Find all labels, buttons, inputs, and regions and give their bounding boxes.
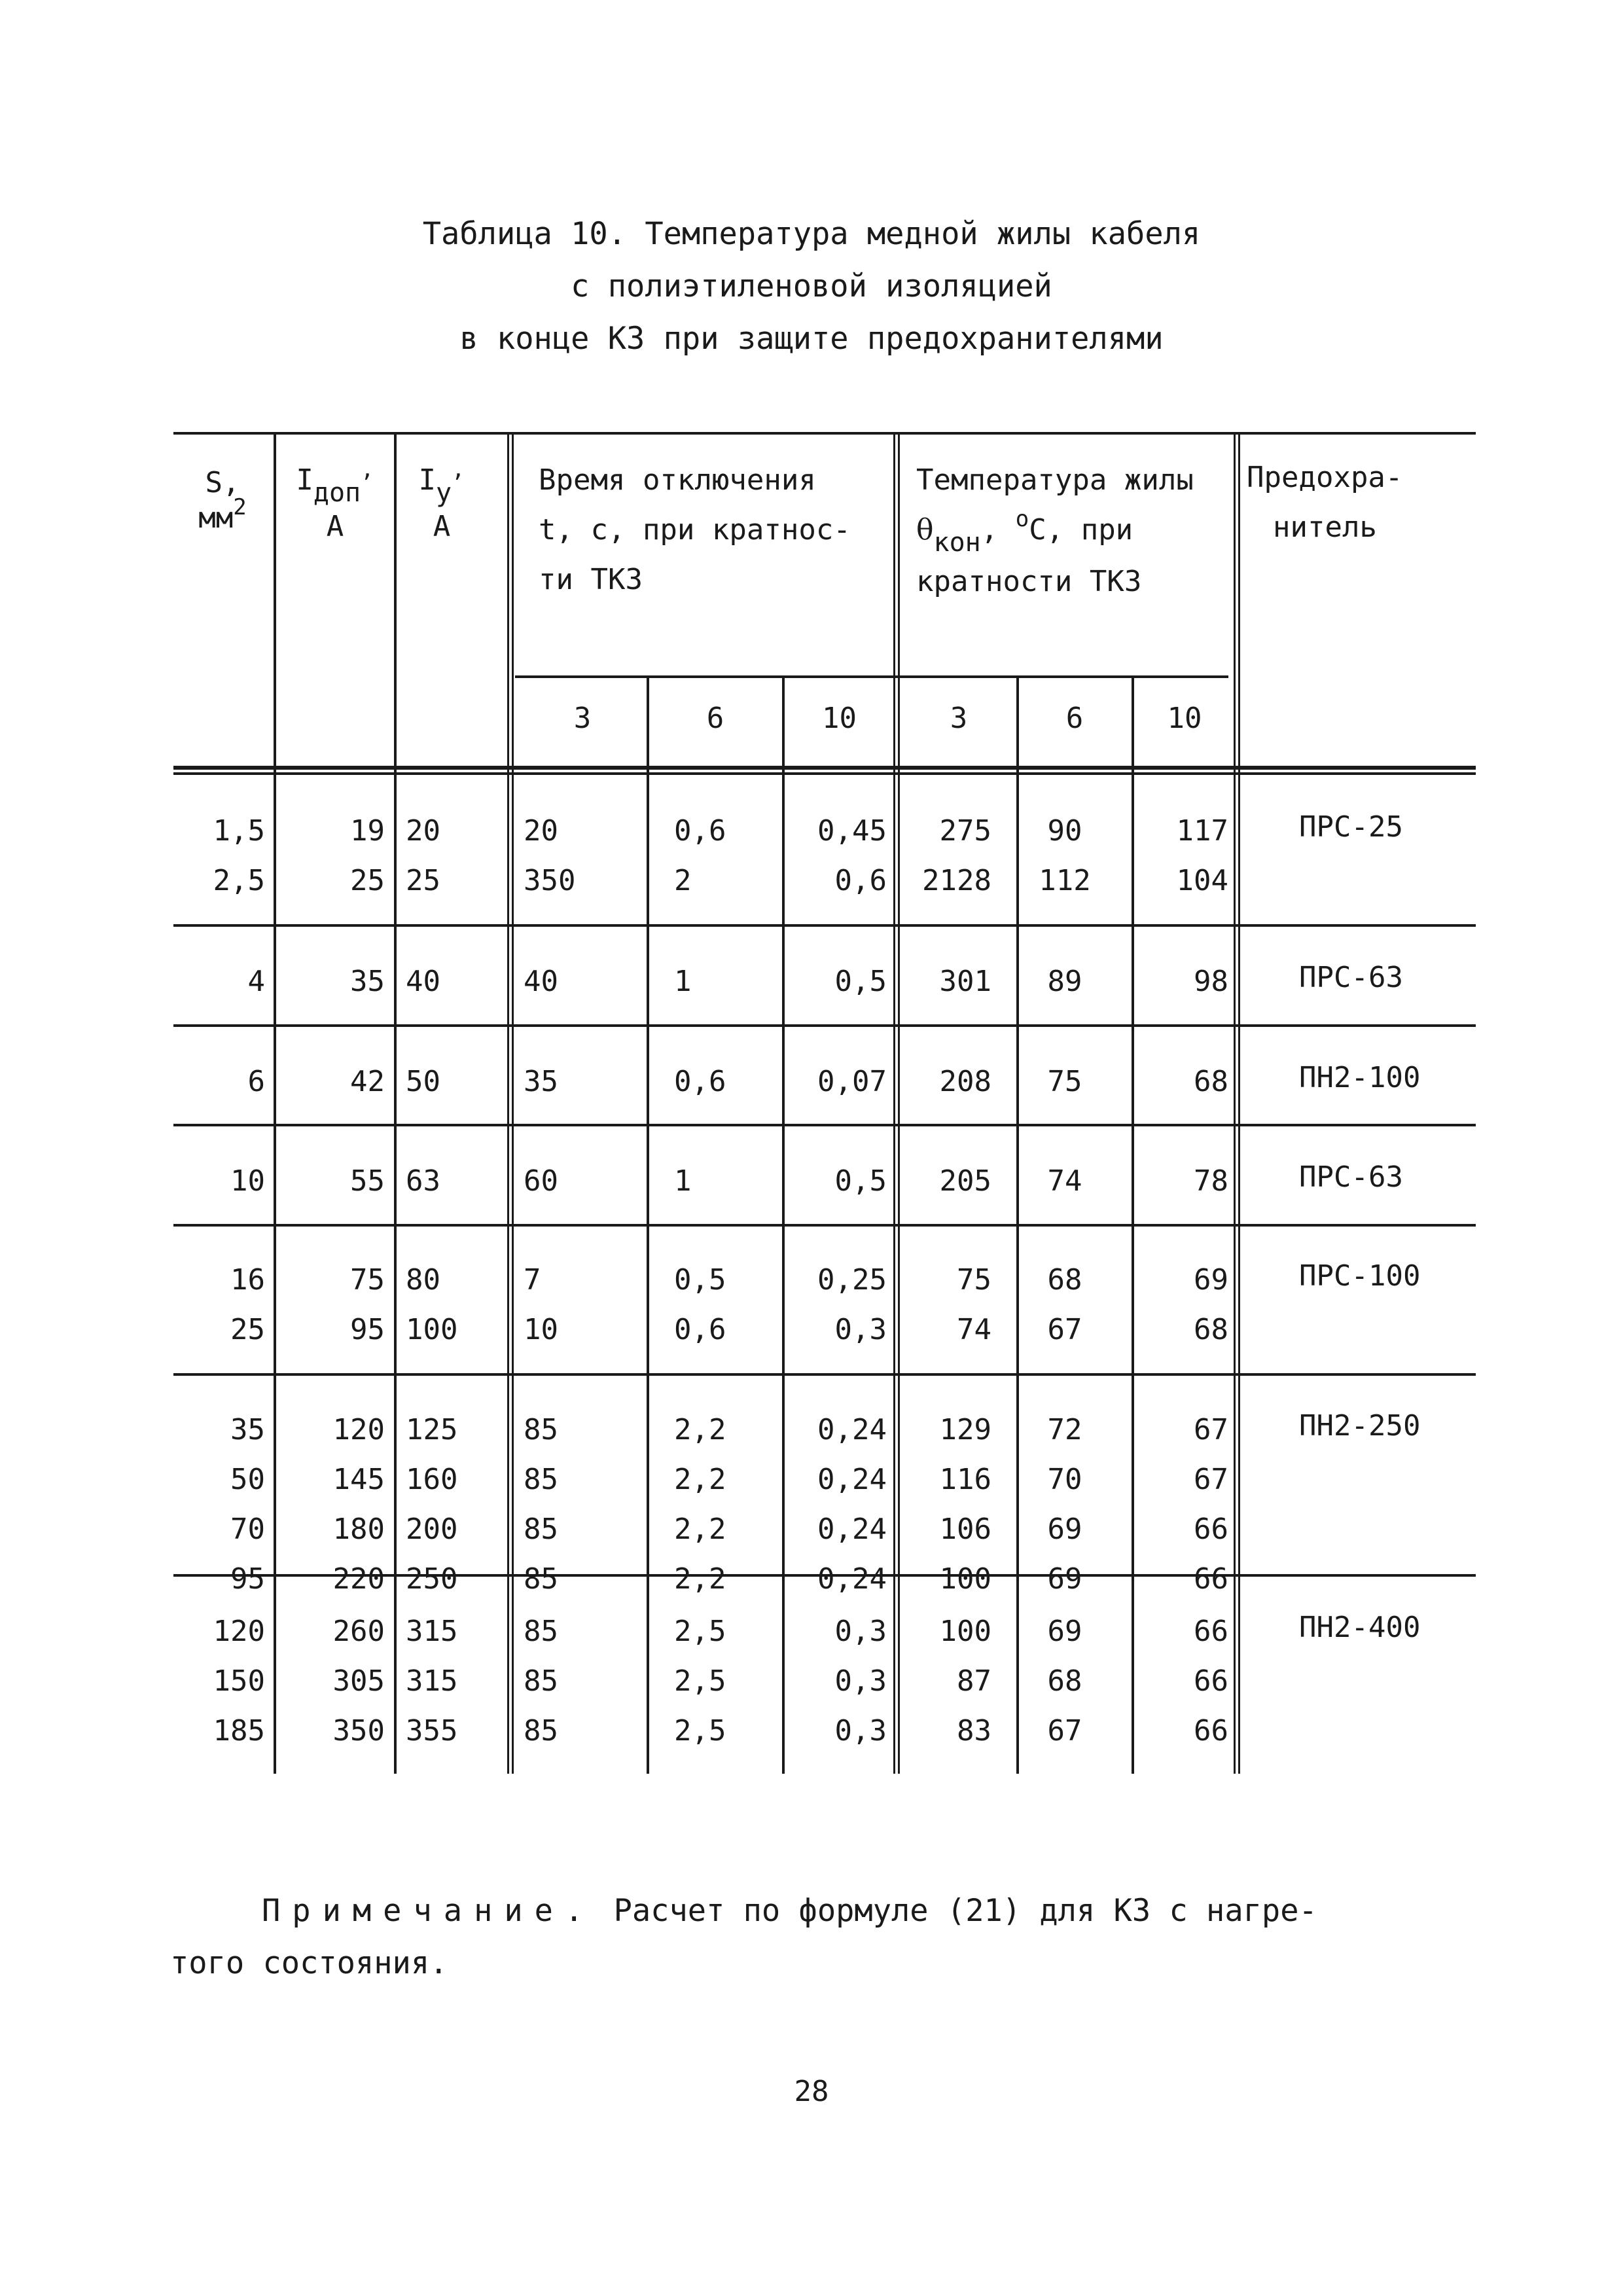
cell-th3: 83: [957, 1714, 991, 1748]
cell-t6: 2,2: [674, 1513, 726, 1546]
header-temp-line-3: кратности ТКЗ: [916, 565, 1142, 598]
cell-idop: 260: [332, 1615, 385, 1648]
cell-iy: 20: [406, 814, 440, 848]
cell-th10: 66: [1194, 1513, 1228, 1546]
cell-th6: 90: [1047, 814, 1082, 848]
cell-t10: 0,6: [834, 864, 887, 897]
cell-t6: 0,6: [674, 1065, 726, 1098]
cell-t3: 85: [524, 1714, 558, 1748]
cell-idop: 19: [350, 814, 385, 848]
cell-s: 120: [213, 1615, 265, 1648]
cell-th10: 67: [1194, 1413, 1228, 1446]
data-table: [173, 432, 1476, 1774]
group-separator-5: [173, 1373, 1476, 1376]
cell-th10: 69: [1194, 1263, 1228, 1297]
cell-fuse: ПН2-250: [1299, 1409, 1421, 1443]
header-temp-mult-3: 3: [950, 702, 968, 735]
header-iy-comma: ,: [452, 456, 465, 482]
cell-t10: 0,24: [817, 1413, 887, 1446]
cell-iy: 355: [406, 1714, 458, 1748]
cell-iy: 315: [406, 1664, 458, 1698]
cell-s: 95: [230, 1562, 265, 1596]
group-separator-6: [173, 1574, 1476, 1577]
header-time-mult-6: 6: [706, 702, 724, 735]
table-top-rule: [173, 432, 1476, 435]
header-s-unit-sup: 2: [233, 494, 247, 520]
cell-t6: 2: [674, 864, 692, 897]
cell-iy: 200: [406, 1513, 458, 1546]
cell-th3: 275: [939, 814, 991, 848]
title-line-1: Таблица 10. Температура медной жилы кабеля: [422, 216, 1201, 252]
header-idop-label: I: [296, 463, 313, 497]
header-fuse-line-1: Предохра-: [1247, 461, 1403, 494]
header-s: [173, 458, 272, 545]
cell-th10: 68: [1194, 1313, 1228, 1346]
header-time-mult-3: 3: [573, 702, 592, 735]
cell-s: 185: [213, 1714, 265, 1748]
footnote-text-1: Расчет по формуле (21) для КЗ с нагре-: [613, 1893, 1317, 1929]
cell-th6: 75: [1047, 1065, 1082, 1098]
cell-iy: 50: [406, 1065, 440, 1098]
footnote-text-2: того состояния.: [170, 1945, 448, 1981]
cell-th6: 69: [1047, 1562, 1082, 1596]
col-divider-2: [394, 432, 397, 1774]
cell-t6: 2,5: [674, 1615, 726, 1648]
cell-s: 25: [230, 1313, 265, 1346]
header-time: [539, 456, 851, 605]
footnote: [170, 1885, 1466, 1990]
col-divider-6: [893, 432, 900, 1774]
header-temp-mult-6: 6: [1065, 702, 1084, 735]
header-fuse: [1247, 453, 1402, 552]
cell-fuse: ПРС-25: [1299, 810, 1403, 844]
header-idop-unit: А: [326, 510, 344, 543]
cell-s: 150: [213, 1664, 265, 1698]
cell-th6: 70: [1047, 1463, 1082, 1496]
cell-th10: 117: [1176, 814, 1228, 848]
cell-t3: 85: [524, 1463, 558, 1496]
header-temperature: [916, 456, 1194, 607]
cell-th10: 78: [1194, 1164, 1228, 1198]
header-time-mult-10: 10: [822, 702, 857, 735]
header-iy: [396, 456, 488, 552]
cell-th10: 66: [1194, 1562, 1228, 1596]
header-temp-sub: кон: [933, 528, 981, 558]
cell-t3: 60: [524, 1164, 558, 1198]
page-number: 28: [794, 2075, 829, 2108]
cell-t6: 2,2: [674, 1463, 726, 1496]
cell-t3: 40: [524, 965, 558, 998]
header-idop-sub: доп: [313, 478, 361, 508]
cell-s: 10: [230, 1164, 265, 1198]
cell-t3: 85: [524, 1615, 558, 1648]
cell-fuse: ПРС-63: [1299, 1160, 1403, 1194]
cell-th3: 75: [957, 1263, 991, 1297]
cell-t3: 35: [524, 1065, 558, 1098]
cell-fuse: ПН2-100: [1299, 1061, 1421, 1094]
cell-idop: 42: [350, 1065, 385, 1098]
group-separator-1: [173, 924, 1476, 927]
header-time-line-3: ти ТКЗ: [539, 563, 643, 596]
header-idop-comma: ,: [361, 456, 374, 482]
cell-t3: 85: [524, 1513, 558, 1546]
header-bottom-rule-2: [173, 772, 1476, 775]
cell-th10: 66: [1194, 1714, 1228, 1748]
cell-t3: 10: [524, 1313, 558, 1346]
cell-th10: 66: [1194, 1664, 1228, 1698]
cell-t10: 0,3: [834, 1313, 887, 1346]
cell-t6: 1: [674, 1164, 692, 1198]
group-separator-4: [173, 1224, 1476, 1227]
cell-th10: 98: [1194, 965, 1228, 998]
cell-t3: 350: [524, 864, 576, 897]
cell-t6: 2,5: [674, 1714, 726, 1748]
cell-iy: 315: [406, 1615, 458, 1648]
cell-iy: 125: [406, 1413, 458, 1446]
cell-t10: 0,3: [834, 1664, 887, 1698]
cell-idop: 75: [350, 1263, 385, 1297]
header-time-line-2: t, с, при кратнос-: [539, 513, 851, 547]
cell-th3: 87: [957, 1664, 991, 1698]
cell-iy: 250: [406, 1562, 458, 1596]
cell-t10: 0,24: [817, 1463, 887, 1496]
cell-t6: 2,2: [674, 1562, 726, 1596]
cell-iy: 25: [406, 864, 440, 897]
cell-t10: 0,24: [817, 1562, 887, 1596]
cell-th6: 68: [1047, 1263, 1082, 1297]
cell-th10: 104: [1176, 864, 1228, 897]
header-iy-sub: у: [435, 478, 452, 508]
cell-t10: 0,5: [834, 1164, 887, 1198]
cell-idop: 120: [332, 1413, 385, 1446]
header-iy-unit: А: [433, 510, 451, 543]
header-bottom-rule: [173, 766, 1476, 770]
cell-t10: 0,3: [834, 1615, 887, 1648]
cell-t6: 0,5: [674, 1263, 726, 1297]
cell-iy: 63: [406, 1164, 440, 1198]
cell-s: 6: [247, 1065, 265, 1098]
cell-th6: 67: [1047, 1714, 1082, 1748]
header-iy-label: I: [418, 463, 436, 497]
header-temp-line-1: Температура жилы: [916, 463, 1194, 497]
header-s-label: S,: [205, 466, 240, 499]
cell-t6: 2,2: [674, 1413, 726, 1446]
header-temp-theta: θ: [916, 513, 934, 547]
cell-t6: 0,6: [674, 814, 726, 848]
cell-th3: 301: [939, 965, 991, 998]
header-temp-rest: С, при: [1029, 513, 1133, 547]
cell-t10: 0,24: [817, 1513, 887, 1546]
cell-th3: 205: [939, 1164, 991, 1198]
cell-t3: 85: [524, 1562, 558, 1596]
cell-iy: 80: [406, 1263, 440, 1297]
cell-idop: 25: [350, 864, 385, 897]
cell-t3: 85: [524, 1664, 558, 1698]
header-time-line-1: Время отключения: [539, 463, 816, 497]
cell-t10: 0,3: [834, 1714, 887, 1748]
cell-idop: 145: [332, 1463, 385, 1496]
cell-th6: 68: [1047, 1664, 1082, 1698]
cell-fuse: ПРС-100: [1299, 1259, 1421, 1293]
footnote-label: Примечание.: [262, 1893, 596, 1929]
cell-t6: 1: [674, 965, 692, 998]
cell-th3: 100: [939, 1615, 991, 1648]
cell-th10: 68: [1194, 1065, 1228, 1098]
header-s-unit: мм: [198, 501, 234, 535]
cell-th3: 129: [939, 1413, 991, 1446]
cell-idop: 35: [350, 965, 385, 998]
header-idop: [277, 456, 393, 552]
header-temp-mult-10: 10: [1167, 702, 1202, 735]
group-separator-2: [173, 1024, 1476, 1027]
cell-idop: 180: [332, 1513, 385, 1546]
cell-idop: 305: [332, 1664, 385, 1698]
cell-t10: 0,5: [834, 965, 887, 998]
cell-th3: 74: [957, 1313, 991, 1346]
header-sub-rule: [515, 675, 1228, 678]
cell-t10: 0,07: [817, 1065, 887, 1098]
cell-th6: 72: [1047, 1413, 1082, 1446]
cell-fuse: ПРС-63: [1299, 961, 1403, 994]
cell-iy: 100: [406, 1313, 458, 1346]
cell-th10: 66: [1194, 1615, 1228, 1648]
cell-s: 50: [230, 1463, 265, 1496]
header-temp-comma: ,: [980, 513, 999, 547]
cell-idop: 55: [350, 1164, 385, 1198]
cell-th6: 69: [1047, 1615, 1082, 1648]
table-title: [0, 208, 1623, 365]
cell-idop: 350: [332, 1714, 385, 1748]
header-fuse-line-2: нитель: [1273, 511, 1377, 544]
cell-th3: 116: [939, 1463, 991, 1496]
cell-s: 4: [247, 965, 265, 998]
cell-idop: 95: [350, 1313, 385, 1346]
cell-t6: 2,5: [674, 1664, 726, 1698]
cell-th6: 67: [1047, 1313, 1082, 1346]
cell-t6: 0,6: [674, 1313, 726, 1346]
cell-th10: 67: [1194, 1463, 1228, 1496]
cell-th3: 100: [939, 1562, 991, 1596]
cell-t10: 0,45: [817, 814, 887, 848]
col-divider-1: [274, 432, 276, 1774]
cell-s: 1,5: [213, 814, 265, 848]
title-line-3: в конце КЗ при защите предохранителями: [459, 321, 1164, 357]
cell-t3: 7: [524, 1263, 541, 1297]
cell-s: 35: [230, 1413, 265, 1446]
cell-th6: 74: [1047, 1164, 1082, 1198]
cell-s: 70: [230, 1513, 265, 1546]
cell-th6: 69: [1047, 1513, 1082, 1546]
cell-t10: 0,25: [817, 1263, 887, 1297]
group-separator-3: [173, 1124, 1476, 1126]
cell-s: 2,5: [213, 864, 265, 897]
cell-fuse: ПН2-400: [1299, 1611, 1421, 1644]
col-divider-9: [1234, 432, 1240, 1774]
title-line-2: с полиэтиленовой изоляцией: [571, 268, 1052, 304]
cell-th6: 89: [1047, 965, 1082, 998]
cell-th3: 106: [939, 1513, 991, 1546]
cell-s: 16: [230, 1263, 265, 1297]
cell-th3: 2128: [922, 864, 991, 897]
cell-t3: 20: [524, 814, 558, 848]
cell-iy: 40: [406, 965, 440, 998]
cell-t3: 85: [524, 1413, 558, 1446]
cell-idop: 220: [332, 1562, 385, 1596]
header-temp-deg: о: [1015, 506, 1029, 532]
cell-th6: 112: [1039, 864, 1091, 897]
cell-iy: 160: [406, 1463, 458, 1496]
cell-th3: 208: [939, 1065, 991, 1098]
